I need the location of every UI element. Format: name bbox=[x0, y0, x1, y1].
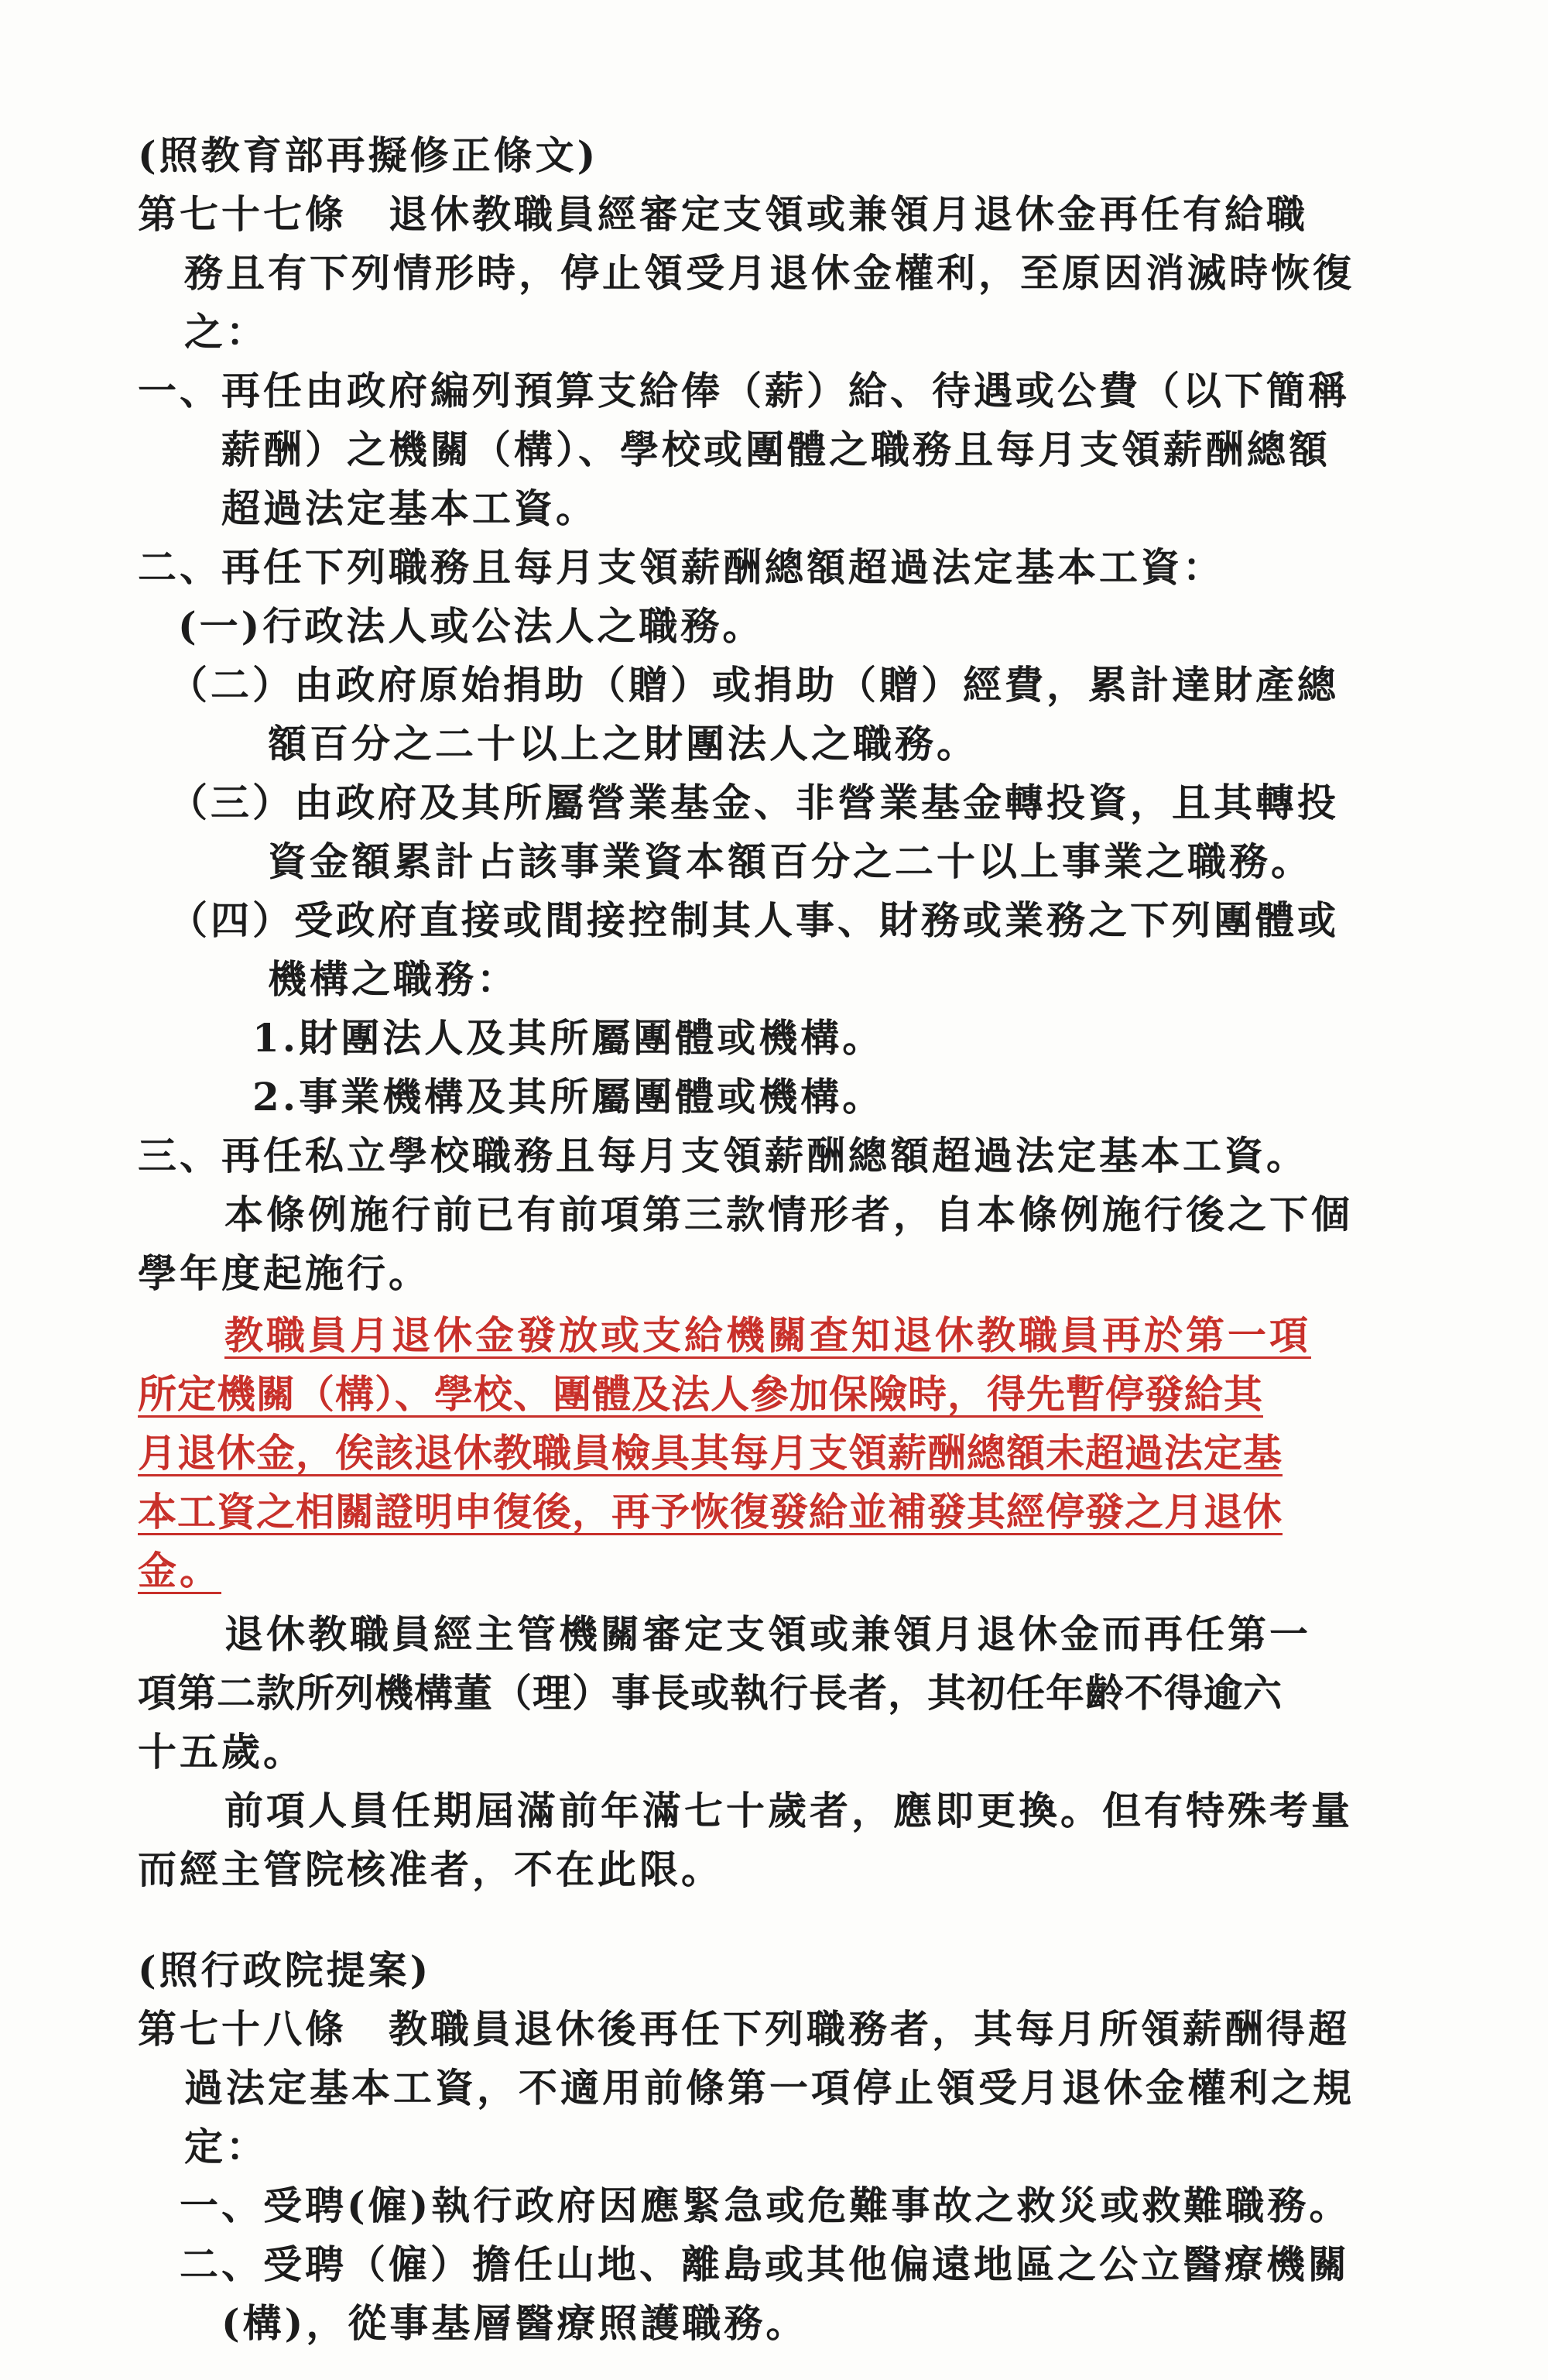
article-78-item-2-line-2: (構)，從事基層醫療照護職務。 bbox=[221, 2300, 808, 2346]
paragraph-5-line-1: 前項人員任期屆滿前年滿七十歲者，應即更換。但有特殊考量 bbox=[224, 1788, 1353, 1833]
sub-item-4-line-2: 機構之職務： bbox=[268, 956, 519, 1002]
sub-item-3-line-2: 資金額累計占該事業資本額百分之二十以上事業之職務。 bbox=[268, 838, 1313, 884]
paragraph-4-line-3: 十五歲。 bbox=[138, 1729, 305, 1775]
sub-item-4-line-1: （四）受政府直接或間接控制其人事、財務或業務之下列團體或 bbox=[169, 897, 1339, 943]
amendment-red-line-5: 金。 bbox=[138, 1548, 221, 1593]
paragraph-5-line-2: 而經主管院核准者，不在此限。 bbox=[138, 1847, 723, 1892]
article-78-item-1: 一、受聘(僱)執行政府因應緊急或危難事故之救災或救難職務。 bbox=[180, 2183, 1351, 2228]
paragraph-4-line-2: 項第二款所列機構董（理）事長或執行長者，其初任年齡不得逾六 bbox=[138, 1670, 1283, 1716]
amendment-red-line-2: 所定機關（構）、學校、團體及法人參加保險時，得先暫停發給其 bbox=[138, 1371, 1263, 1417]
paragraph-4-line-1: 退休教職員經主管機關審定支領或兼領月退休金而再任第一 bbox=[224, 1611, 1311, 1657]
article-78-line-1: 第七十八條 教職員退休後再任下列職務者，其每月所領薪酬得超 bbox=[138, 2006, 1350, 2052]
sub-item-3-line-1: （三）由政府及其所屬營業基金、非營業基金轉投資，且其轉投 bbox=[169, 780, 1339, 825]
amendment-red-line-4: 本工資之相關證明申復後，再予恢復發給並補發其經停發之月退休 bbox=[138, 1489, 1283, 1535]
sub-item-4-point-2: 2.事業機構及其所屬團體或機構。 bbox=[252, 1074, 885, 1120]
item-2-line-1: 二、再任下列職務且每月支領薪酬總額超過法定基本工資： bbox=[138, 544, 1224, 590]
sub-item-4-point-1: 1.財團法人及其所屬團體或機構。 bbox=[252, 1015, 885, 1061]
article-77-line-1: 第七十七條 退休教職員經審定支領或兼領月退休金再任有給職 bbox=[138, 191, 1308, 237]
item-1-line-1: 一、再任由政府編列預算支給俸（薪）給、待遇或公費（以下簡稱 bbox=[138, 368, 1350, 413]
article-77-line-3: 之： bbox=[184, 309, 268, 355]
paragraph-2-line-1: 本條例施行前已有前項第三款情形者，自本條例施行後之下個 bbox=[224, 1192, 1353, 1237]
amendment-red-line-1: 教職員月退休金發放或支給機關查知退休教職員再於第一項 bbox=[224, 1312, 1311, 1358]
article-78-line-3: 定： bbox=[184, 2124, 268, 2169]
article-77-line-2: 務且有下列情形時，停止領受月退休金權利，至原因消滅時恢復 bbox=[184, 250, 1354, 296]
item-3-line-1: 三、再任私立學校職務且每月支領薪酬總額超過法定基本工資。 bbox=[138, 1133, 1308, 1178]
paragraph-2-line-2: 學年度起施行。 bbox=[138, 1250, 430, 1296]
section-header-ministry-of-education: (照教育部再擬修正條文) bbox=[138, 132, 599, 178]
amendment-red-line-3: 月退休金，俟該退休教職員檢具其每月支領薪酬總額未超過法定基 bbox=[138, 1430, 1283, 1476]
article-78-item-2-line-1: 二、受聘（僱）擔任山地、離島或其他偏遠地區之公立醫療機關 bbox=[180, 2241, 1350, 2287]
sub-item-1: (一)行政法人或公法人之職務。 bbox=[178, 603, 765, 649]
section-header-executive-yuan: (照行政院提案) bbox=[138, 1947, 432, 1993]
item-1-line-2: 薪酬）之機關（構）、學校或團體之職務且每月支領薪酬總額 bbox=[221, 427, 1331, 472]
item-1-line-3: 超過法定基本工資。 bbox=[221, 485, 598, 531]
sub-item-2-line-2: 額百分之二十以上之財團法人之職務。 bbox=[268, 721, 978, 766]
article-78-line-2: 過法定基本工資，不適用前條第一項停止領受月退休金權利之規 bbox=[184, 2065, 1354, 2111]
sub-item-2-line-1: （二）由政府原始捐助（贈）或捐助（贈）經費，累計達財產總 bbox=[169, 662, 1339, 708]
